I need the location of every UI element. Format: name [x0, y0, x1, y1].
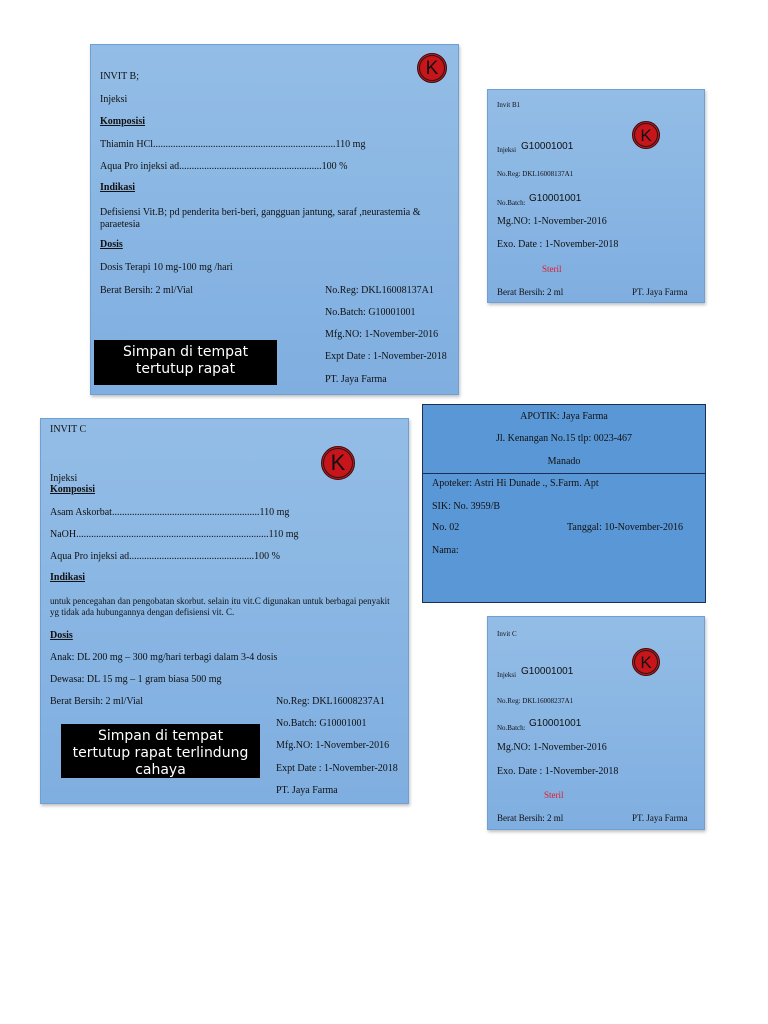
company-name: PT. Jaya Farma: [632, 813, 688, 823]
injeksi-code: G10001001: [521, 141, 574, 152]
komposisi-heading: Komposisi: [50, 484, 96, 495]
form-text: Injeksi: [50, 473, 78, 484]
sik-number: SIK: No. 3959/B: [432, 501, 501, 512]
label-title: INVIT C: [50, 424, 87, 435]
dosis-dewasa: Dewasa: DL 15 mg – 1 gram biasa 500 mg: [50, 674, 222, 685]
injeksi-label: Injeksi: [497, 671, 517, 679]
berat-bersih: Berat Bersih: 2 ml: [497, 813, 564, 823]
dosis-heading: Dosis: [50, 630, 73, 641]
berat-bersih: Berat Bersih: 2 ml/Vial: [100, 285, 193, 296]
no-reg: No.Reg: DKL16008237A1: [276, 696, 385, 707]
label-invit-c-small: [487, 616, 705, 830]
label-title: Invit B1: [497, 101, 521, 109]
nobatch-code: G10001001: [529, 193, 582, 204]
no-reg: No.Reg: DKL16008137A1: [497, 170, 574, 178]
logo-letter: K: [425, 57, 439, 79]
no-reg: No.Reg: DKL16008137A1: [325, 285, 434, 296]
nobatch-label: No.Batch:: [497, 199, 526, 207]
dosis-heading: Dosis: [100, 239, 123, 250]
mfg-date: Mg.NO: 1-November-2016: [497, 742, 607, 753]
k-logo-icon: [632, 121, 660, 149]
composition-row: Asam Askorbat...........................................................110 mg: [50, 507, 290, 518]
steril-text: Steril: [542, 264, 562, 274]
apoteker-name: Apoteker: Astri Hi Dunade ., S.Farm. Apt: [432, 478, 599, 489]
exp-date: Expt Date : 1-November-2018: [276, 763, 398, 774]
composition-row: NaOH.............................................................................110 mg: [50, 529, 299, 540]
logo-letter: K: [640, 652, 652, 672]
logo-letter: K: [330, 450, 346, 475]
storage-instruction-box: Simpan di tempat tertutup rapat terlindung cahaya: [61, 724, 260, 778]
company-name: PT. Jaya Farma: [325, 374, 387, 385]
apotik-prescription-form: [422, 404, 706, 603]
label-title: INVIT B;: [100, 71, 139, 82]
logo-letter: K: [640, 125, 652, 145]
k-logo-icon: [417, 53, 447, 83]
injeksi-code: G10001001: [521, 666, 574, 677]
prescription-date: Tanggal: 10-November-2016: [567, 522, 684, 533]
apotik-address: Jl. Kenangan No.15 tlp: 0023-467: [495, 433, 633, 444]
dosis-text: Dosis Terapi 10 mg-100 mg /hari: [100, 262, 233, 273]
form-text: Injeksi: [100, 94, 128, 105]
company-name: PT. Jaya Farma: [632, 287, 688, 297]
nobatch-label: No.Batch:: [497, 724, 526, 732]
exp-date: Expt Date : 1-November-2018: [325, 351, 447, 362]
indikasi-text: untuk pencegahan dan pengobatan skorbut. selain itu vit.C digunakan untuk berbagai penyakit yg tidak ada hubungannya dengan defisiensi vit. C.: [50, 596, 390, 617]
dosis-anak: Anak: DL 200 mg – 300 mg/hari terbagi dalam 3-4 dosis: [50, 652, 278, 663]
k-logo-icon: [321, 446, 355, 480]
komposisi-heading: Komposisi: [100, 116, 146, 127]
mfg-date: Mg.NO: 1-November-2016: [497, 216, 607, 227]
berat-bersih: Berat Bersih: 2 ml/Vial: [50, 696, 143, 707]
label-invit-b: [90, 44, 459, 395]
exp-date: Exo. Date : 1-November-2018: [497, 239, 619, 250]
label-invit-c: [40, 418, 409, 804]
injeksi-label: Injeksi: [497, 146, 517, 154]
berat-bersih: Berat Bersih: 2 ml: [497, 287, 564, 297]
nobatch-code: G10001001: [529, 718, 582, 729]
k-logo-icon: [632, 648, 660, 676]
exp-date: Exo. Date : 1-November-2018: [497, 766, 619, 777]
storage-instruction-box: Simpan di tempat tertutup rapat: [94, 340, 277, 385]
composition-row: Aqua Pro injeksi ad..................................................100 %: [50, 551, 280, 562]
label-title: Invit C: [497, 630, 517, 638]
no-reg: No.Reg: DKL16008237A1: [497, 697, 574, 705]
no-batch: No.Batch: G10001001: [276, 718, 367, 729]
header-divider: [423, 473, 705, 474]
company-name: PT. Jaya Farma: [276, 785, 338, 796]
steril-text: Steril: [544, 790, 564, 800]
apotik-city: Manado: [547, 456, 581, 467]
apotik-title: APOTIK: Jaya Farma: [520, 411, 608, 422]
composition-row: Aqua Pro injeksi ad.........................................................100 %: [100, 161, 348, 172]
mfg-date: Mfg.NO: 1-November-2016: [325, 329, 439, 340]
mfg-date: Mfg.NO: 1-November-2016: [276, 740, 390, 751]
no-batch: No.Batch: G10001001: [325, 307, 416, 318]
patient-name-label: Nama:: [432, 545, 459, 556]
indikasi-heading: Indikasi: [50, 572, 86, 583]
prescription-number: No. 02: [432, 522, 460, 533]
label-invit-b1: [487, 89, 705, 303]
indikasi-heading: Indikasi: [100, 182, 136, 193]
composition-row: Thiamin HCl.........................................................................110 mg: [100, 139, 366, 150]
indikasi-text: Defisiensi Vit.B; pd penderita beri-beri, gangguan jantung, saraf ,neurastemia & paraetesia: [100, 207, 421, 230]
